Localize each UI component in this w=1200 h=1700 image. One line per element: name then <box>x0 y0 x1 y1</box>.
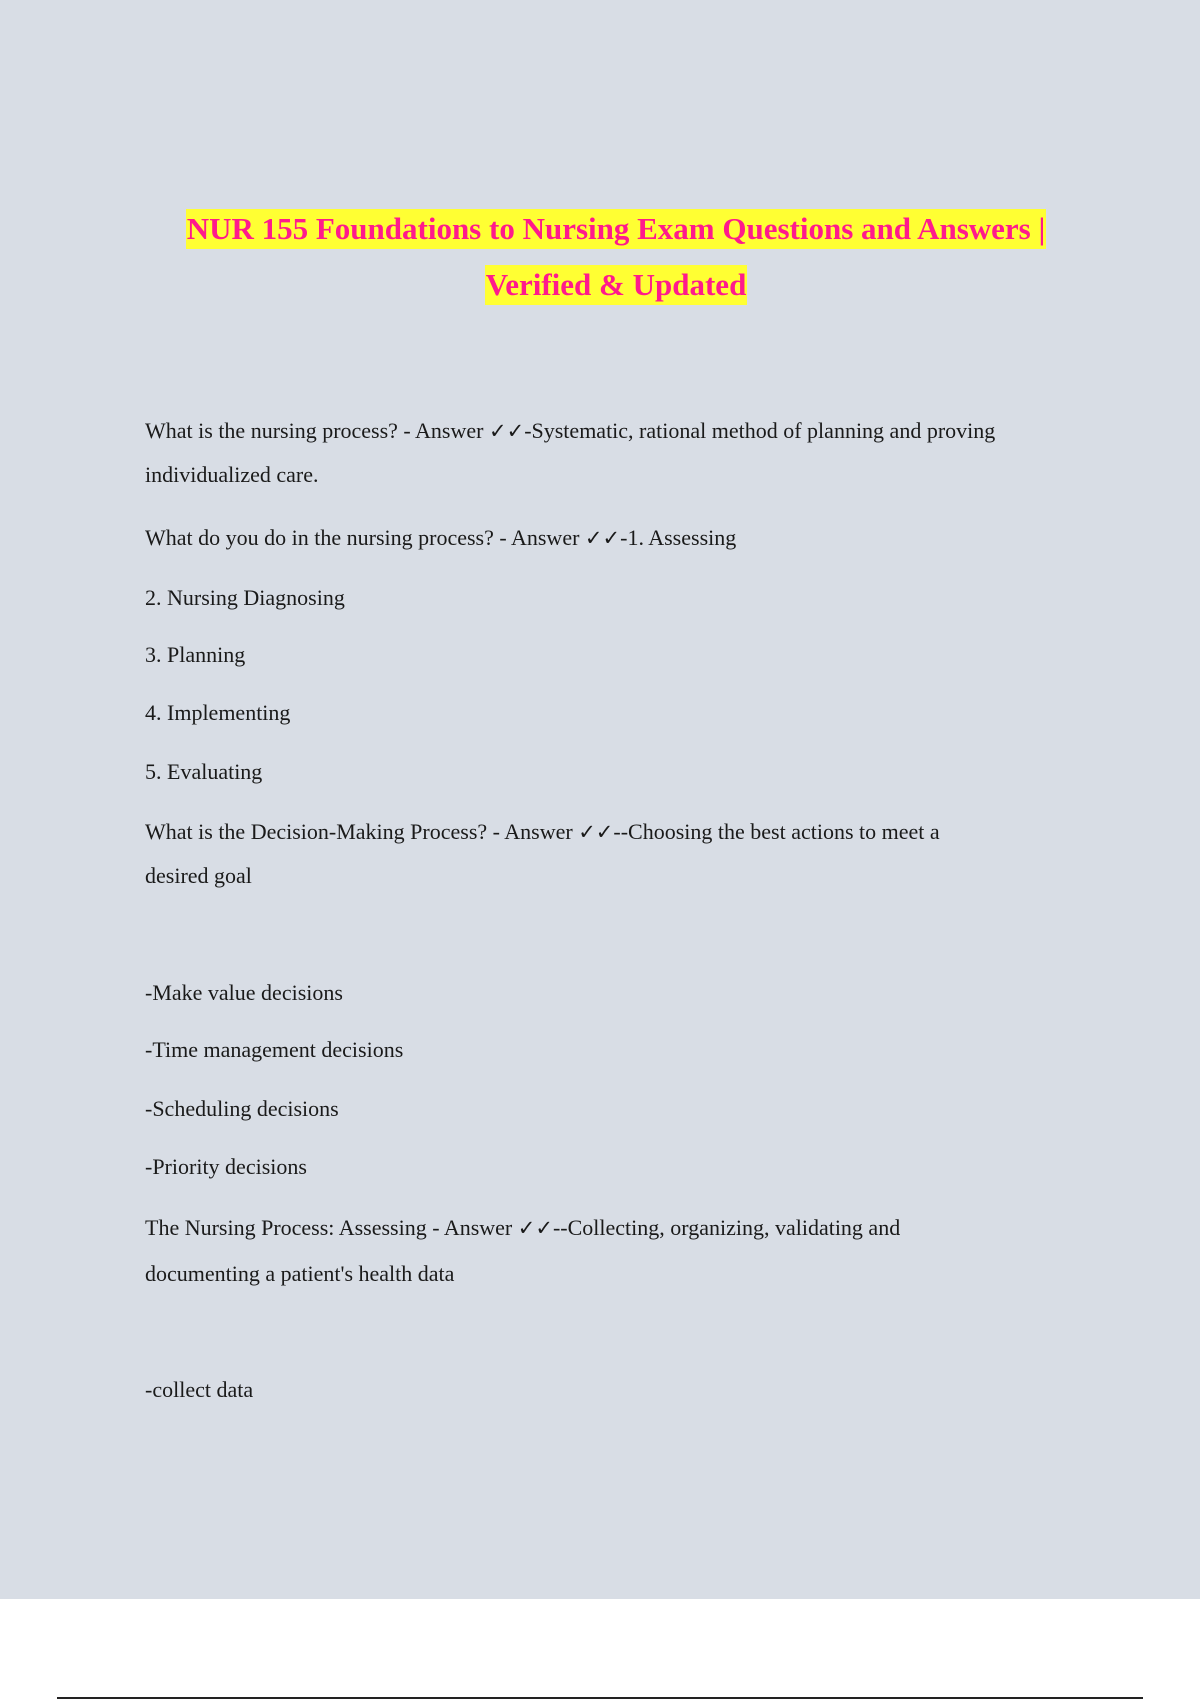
answer-text: --Collecting, organizing, validating and <box>552 1215 901 1240</box>
list-item: 2. Nursing Diagnosing <box>145 585 345 610</box>
question-text: What do you do in the nursing process? - Answer <box>145 525 585 550</box>
list-item: -collect data <box>145 1377 254 1402</box>
list-item: -Scheduling decisions <box>145 1096 339 1121</box>
list-item: 5. Evaluating <box>145 759 263 784</box>
answer-continuation: desired goal <box>145 863 252 888</box>
answer-continuation: documenting a patient's health data <box>145 1261 455 1286</box>
answer-text: -1. Assessing <box>620 525 737 550</box>
list-item: 3. Planning <box>145 642 246 667</box>
qa-question-line <box>145 818 940 846</box>
qa-question-line <box>145 1214 900 1242</box>
qa-question-line <box>145 524 736 552</box>
list-item: -Time management decisions <box>145 1037 404 1062</box>
answer-text: -Systematic, rational method of planning and proving <box>524 418 996 443</box>
answer-continuation: individualized care. <box>145 462 319 487</box>
question-text: What is the nursing process? - Answer <box>145 418 489 443</box>
double-check-icon: ✓✓ <box>488 419 525 443</box>
list-item: -Priority decisions <box>145 1154 307 1179</box>
title-line-2: Verified & Updated <box>485 265 748 305</box>
answer-text: --Choosing the best actions to meet a <box>613 819 940 844</box>
footer-divider <box>57 1697 1143 1699</box>
question-text: What is the Decision-Making Process? - Answer <box>145 819 579 844</box>
qa-question-line <box>145 417 995 445</box>
document-title <box>0 209 1200 321</box>
list-item: -Make value decisions <box>145 980 343 1005</box>
question-text: The Nursing Process: Assessing - Answer <box>145 1215 518 1240</box>
list-item: 4. Implementing <box>145 700 291 725</box>
double-check-icon: ✓✓ <box>517 1216 553 1240</box>
title-line-1: NUR 155 Foundations to Nursing Exam Questions and Answers | <box>186 209 1047 249</box>
double-check-icon: ✓✓ <box>584 526 621 550</box>
double-check-icon: ✓✓ <box>578 820 614 844</box>
